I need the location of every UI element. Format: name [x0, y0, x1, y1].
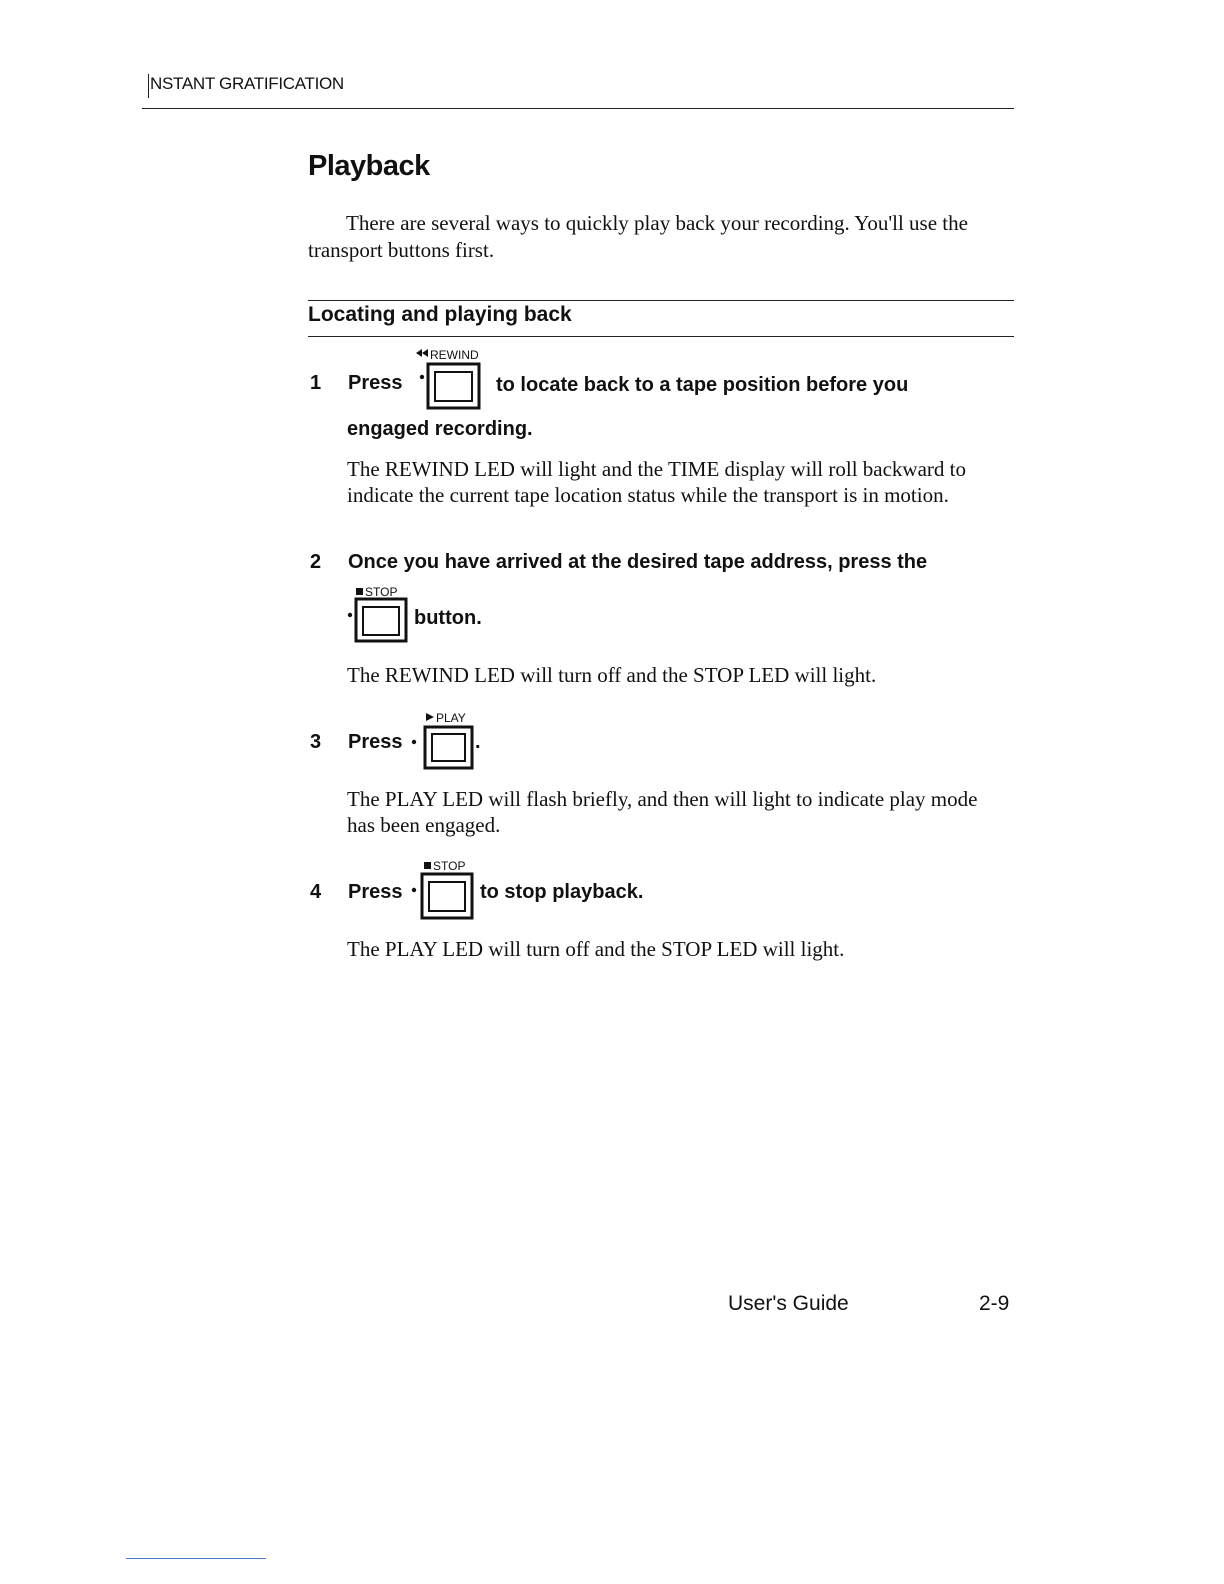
- page-title: Playback: [308, 150, 430, 182]
- step-3-press: Press: [348, 731, 403, 753]
- play-key-label: PLAY: [436, 711, 466, 725]
- step-4-number: 4: [310, 881, 322, 903]
- step-1-body: The REWIND LED will light and the TIME display will roll backward to indicate the current tape location status while the transport is in motion.: [347, 457, 966, 507]
- footer-page-number: 2-9: [979, 1292, 1010, 1315]
- stop-key-2: [408, 858, 488, 922]
- step-2-instruction-cont: button.: [414, 607, 482, 629]
- step-2-number: 2: [310, 551, 322, 573]
- step-1-number: 1: [310, 372, 322, 394]
- rewind-key-label: REWIND: [430, 349, 479, 362]
- step-4-press: Press: [348, 881, 403, 903]
- step-3-period: .: [475, 731, 481, 753]
- section-heading: Locating and playing back: [308, 303, 572, 326]
- step-3-number: 3: [310, 731, 322, 753]
- stop-key-2-label: STOP: [433, 859, 466, 873]
- stop-key-2-icon: [408, 858, 488, 922]
- stop-key-icon: [344, 584, 414, 646]
- bottom-line: [126, 1558, 266, 1559]
- step-1-instruction: to locate back to a tape position before you: [496, 374, 909, 396]
- step-2-instruction: Once you have arrived at the desired tape address, press the: [348, 551, 928, 573]
- stop-key: [344, 584, 414, 646]
- stop-key-label: STOP: [365, 585, 398, 599]
- header-rule: [142, 108, 1014, 109]
- step-4-instruction: to stop playback.: [480, 881, 644, 903]
- running-header: NSTANT GRATIFICATION: [150, 74, 344, 93]
- step-4-body: The PLAY LED will turn off and the STOP LED will light.: [347, 937, 845, 961]
- section-rule-top: [308, 300, 1014, 301]
- step-3-body: The PLAY LED will flash briefly, and then will light to indicate play mode has been engaged.: [347, 787, 978, 837]
- intro-paragraph: There are several ways to quickly play back your recording. You'll use the transport buttons first.: [308, 211, 968, 262]
- step-1-press: Press: [348, 372, 403, 394]
- header-tick: [148, 74, 149, 98]
- section-rule-bottom: [308, 336, 1014, 337]
- step-1-instruction-cont: engaged recording.: [347, 418, 533, 440]
- footer-guide: User's Guide: [728, 1292, 849, 1315]
- rewind-key-icon: [412, 349, 502, 411]
- rewind-key: [412, 349, 502, 411]
- step-2-body: The REWIND LED will turn off and the STOP LED will light.: [347, 663, 877, 687]
